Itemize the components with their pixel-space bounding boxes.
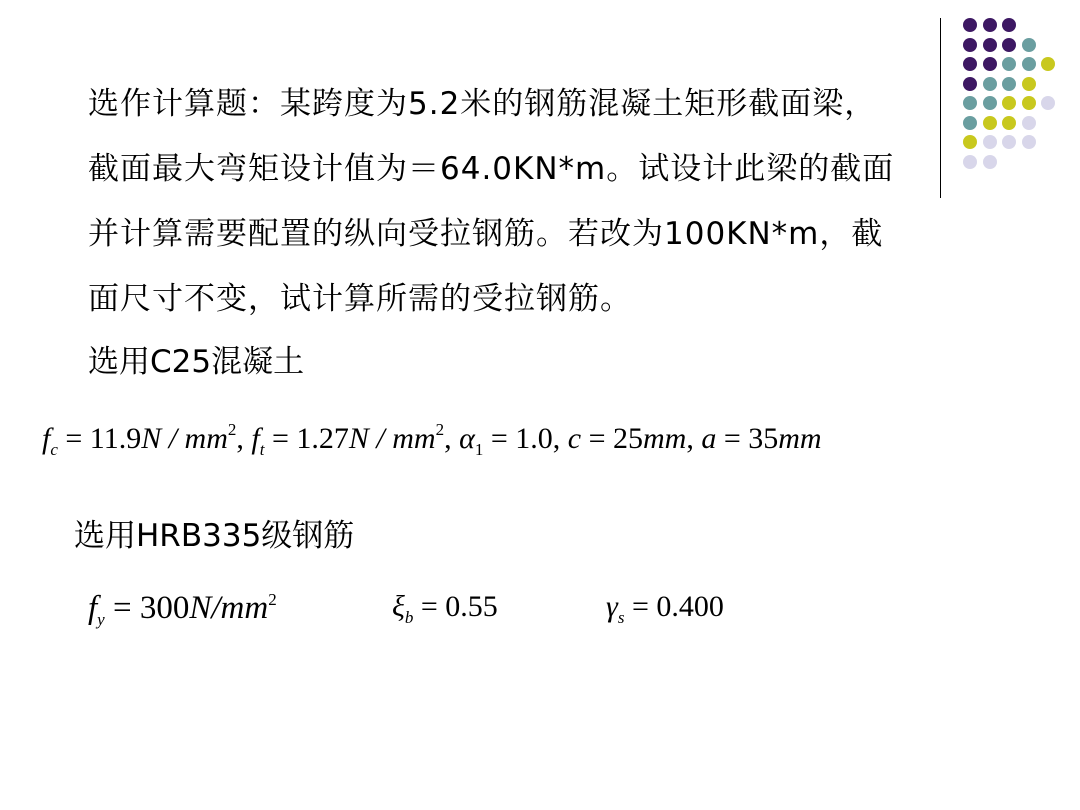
alpha-value: = 1.0 [483, 422, 553, 455]
decorative-dot [1002, 135, 1016, 149]
decorative-dot [983, 135, 997, 149]
alpha-symbol: α [459, 422, 475, 455]
alpha-subscript: 1 [474, 440, 484, 459]
problem-line-4: 面尺寸不变，试计算所需的受拉钢筋。 [88, 281, 632, 317]
decorative-dot [1022, 135, 1036, 149]
fy-subscript: y [97, 610, 105, 629]
gamma-symbol: γ [606, 590, 618, 623]
decorative-dot [963, 135, 977, 149]
decorative-dot [963, 77, 977, 91]
xi-subscript: b [404, 608, 414, 627]
decorative-dot [963, 155, 977, 169]
decorative-dot [1002, 57, 1016, 71]
c-value: = 25 [581, 422, 643, 455]
xi-value: = 0.55 [413, 590, 498, 623]
gamma-formula [606, 590, 724, 628]
decorative-dot [963, 116, 977, 130]
fy-unit: N/mm [189, 590, 269, 626]
decorative-dot [1002, 18, 1016, 32]
decorative-dot [963, 96, 977, 110]
ft-unit: N / mm [348, 422, 436, 455]
fy-exponent: 2 [268, 590, 277, 609]
c-unit: mm [643, 422, 687, 455]
decorative-dot [983, 38, 997, 52]
problem-text [88, 72, 948, 332]
fc-subscript: c [50, 440, 58, 459]
ft-value: = 1.27 [264, 422, 349, 455]
gamma-value: = 0.400 [624, 590, 724, 623]
ft-symbol: f [251, 422, 260, 455]
fy-value: = 300 [104, 590, 190, 626]
decorative-dot [1002, 96, 1016, 110]
decorative-dot [983, 116, 997, 130]
concrete-formula: $f_c = 11.9N / mm^2$, $f_t = 1.27N / mm^2$, $\alpha_1 = 1.0$, c = 25mm, a = 35mm [42, 420, 822, 459]
a-symbol: a [701, 422, 717, 455]
problem-line-1: 选作计算题：某跨度为5.2米的钢筋混凝土矩形截面梁， [88, 86, 877, 122]
decorative-dot [983, 57, 997, 71]
fc-symbol: f [42, 422, 51, 455]
a-unit: mm [778, 422, 822, 455]
decorative-dot [983, 155, 997, 169]
steel-heading: 选用HRB335级钢筋 [74, 518, 355, 554]
decorative-dot [1041, 96, 1055, 110]
decorative-dot [1022, 96, 1036, 110]
fy-formula [88, 590, 277, 630]
decorative-dot [1002, 38, 1016, 52]
problem-line-2: 截面最大弯矩设计值为＝64.0KN*m。试设计此梁的截面 [88, 151, 895, 187]
fy-symbol: f [88, 590, 98, 626]
decorative-dot [1002, 116, 1016, 130]
decorative-dot [983, 96, 997, 110]
fc-value: = 11.9 [57, 422, 142, 455]
concrete-heading: 选用C25混凝土 [88, 344, 305, 380]
decorative-dot [983, 18, 997, 32]
ft-exponent: 2 [435, 420, 445, 439]
decorative-dot [1022, 38, 1036, 52]
c-symbol: c [567, 422, 582, 455]
fc-unit: N / mm [141, 422, 228, 455]
a-value: = 35 [716, 422, 779, 455]
gamma-subscript: s [617, 608, 625, 627]
decorative-dot [963, 18, 977, 32]
decorative-dot [1022, 116, 1036, 130]
decorative-dot [1002, 77, 1016, 91]
decorative-dot [1041, 57, 1055, 71]
decorative-dot [1022, 77, 1036, 91]
decorative-dot [1022, 57, 1036, 71]
xi-formula [392, 590, 498, 628]
xi-symbol: ξ [392, 590, 405, 623]
problem-line-3: 并计算需要配置的纵向受拉钢筋。若改为100KN*m，截 [88, 216, 884, 252]
decorative-dot [983, 77, 997, 91]
decorative-dot [963, 38, 977, 52]
fc-exponent: 2 [227, 420, 237, 439]
ft-subscript: t [259, 440, 265, 459]
decorative-dot [963, 57, 977, 71]
